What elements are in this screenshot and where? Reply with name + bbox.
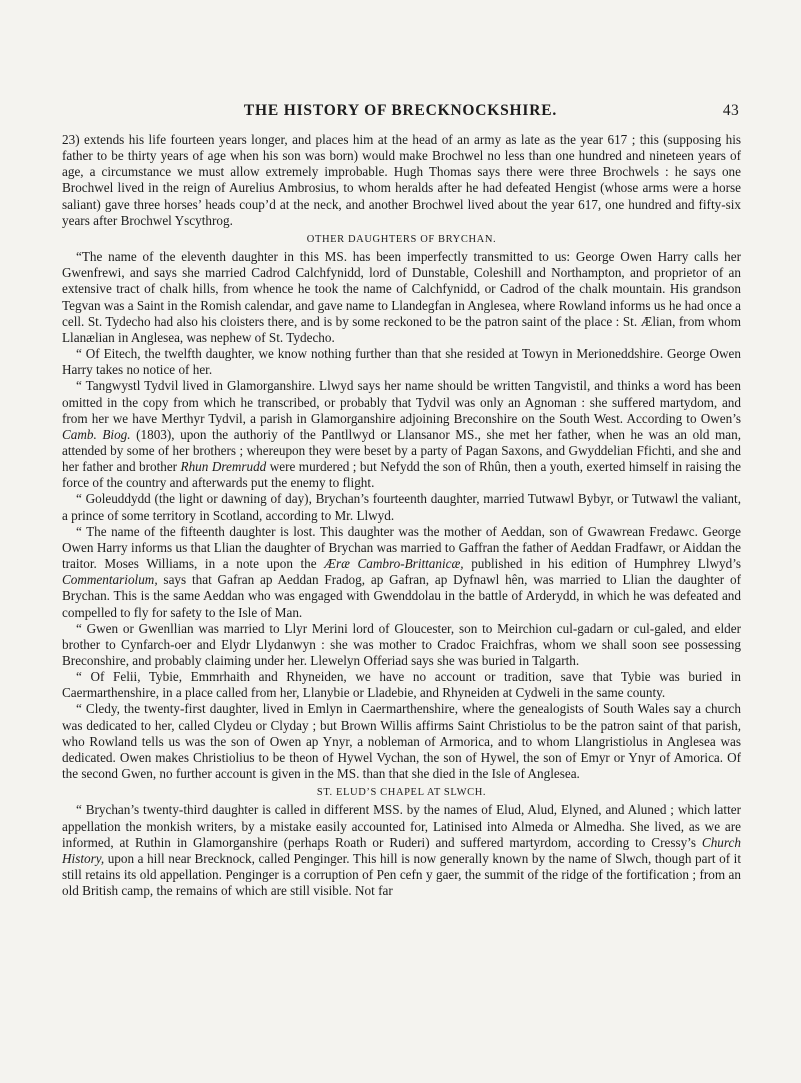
citation-camb-biog: Camb. Biog. [62, 426, 131, 442]
paragraph-6-part-b: published in his edition of Humphrey Llwyd’s [463, 556, 742, 572]
paragraph-10-part-b: upon a hill near Brecknock, called Penginger. This hill is now generally known by the name of Slwch, though part of it still retains its old appellation. Penginger is a corruption of Pen cefn y gaer, the summit of the ridge of the fortification ; from an old British camp, the remains of which are still visible. Not far [62, 850, 741, 899]
paragraph-6-part-c: says that Gafran ap Aeddan Fradog, ap Gafran, ap Dyfnawl hên, was married to Llian the daughter of Brychan. This is the same Aeddan who was engaged with Gwenddolau in the battle of Arderydd, in which he was defeated and compelled to fly for safety to the Isle of Man. [62, 572, 741, 620]
paragraph-4 [62, 378, 741, 491]
paragraph-3: “ Of Eitech, the twelfth daughter, we know nothing further than that she resided at Towyn in Merioneddshire. George Owen Harry takes no notice of her. [62, 346, 741, 378]
citation-church-history: Church History, [62, 834, 741, 866]
citation-commentariolum: Commentariolum, [62, 572, 158, 588]
paragraph-9: “ Cledy, the twenty-first daughter, lived in Emlyn in Caermarthenshire, where the genealogists of South Wales say a church was dedicated to her, called Clydeu or Clyday ; but Brown Willis affirms Saint Christiolus to be the patron saint of that parish, who Rowland tells us was the son of Owen ap Ynyr, a nobleman of Armorica, and to whom Llangristiolus in Anglesea was dedicated. Owen makes Christiolius to be theon of Hywel Vychan, the son of Hywel, the son of Emyr or Ynyr of Amorica. Of the second Gwen, no further account is given in the MS. than that she died in the Isle of Anglesea. [62, 701, 741, 782]
section-heading-other-daughters: OTHER DAUGHTERS OF BRYCHAN. [306, 233, 497, 245]
paragraph-7: “ Gwen or Gwenllian was married to Llyr Merini lord of Gloucester, son to Meirchion cul-gadarn or cul-galed, and elder brother to Cynfarch-oer and Elydr Llydanwyn : she was mother to Cradoc Fraichfras, whom we shall soon see possessing Breconshire, and probably claiming under her. Llewelyn Offeriad says she was buried in Talgarth. [62, 620, 741, 668]
paragraph-6-part-a: “ The name of the fifteenth daughter is lost. This daughter was the mother of Aeddan, son of Gwawrean Fredawc. George Owen Harry informs us that Llian the daughter of Brychan was married to Gaffran the father of Aeddan Fradfawr, or Aiddan the traitor. Moses Williams, in a note upon the [62, 523, 741, 572]
page-number: 43 [722, 102, 739, 119]
citation-aerae: Æræ Cambro-Brittanicæ, [324, 556, 464, 572]
page-body [62, 132, 741, 899]
paragraph-8: “ Of Felii, Tybie, Emmrhaith and Rhyneiden, we have no account or tradition, save that Tybie was buried in Caermarthenshire, in a place called from her, Llanybie or Lladebie, and Rhyneiden at Cydweli in the same county. [62, 669, 741, 701]
paragraph-4-part-c: were murdered ; but Nefydd the son of Rhûn, then a youth, exerted himself in raising the force of the country and afterwards put the enemy to flight. [62, 459, 741, 491]
running-head [62, 102, 739, 124]
page-title: THE HISTORY OF BRECKNOCKSHIRE. [243, 102, 558, 119]
section-heading-st-eluds-chapel: ST. ELUD’S CHAPEL AT SLWCH. [316, 787, 487, 799]
name-rhun-dremrudd: Rhun Dremrudd [180, 459, 267, 475]
paragraph-2: “The name of the eleventh daughter in this MS. has been imperfectly transmitted to us: George Owen Harry calls her Gwenfrewi, and says she married Cadrod Calchfynidd, lord of Dunstable, Coleshill and Northampton, and proprietor of an extensive tract of chalk hills, from whence he took the name of Calchfynidd, or Cadrod of the chalk mountain. His grandson Tegvan was a Saint in the Romish calendar, and gave name to Llandegfan in Anglesea, where Rowland informs us he had once a cell. St. Tydecho had also his cloisters there, and is by some reckoned to be the patron saint of the place : St. Ælian, from whom Llanælian in Anglesea, was nephew of St. Tydecho. [62, 249, 741, 345]
paragraph-1: 23) extends his life fourteen years longer, and places him at the head of an army as late as the year 617 ; this (supposing his father to be thirty years of age when his son was born) would make Brochwel no less than one hundred and nineteen years of age, a circumstance we must allow extremely improbable. Hugh Thomas says there were three Brochwels : he says one Brochwel lived in the reign of Aurelius Ambrosius, to whom heralds after he had defeated Hengist (whose arms were a horse saliant) gave three horses’ heads coup’d at the neck, and another Brochwel lived about the year 617, one hundred and fifty-six years after Brochwel Yscythrog. [62, 132, 741, 228]
paragraph-4-part-a: “ Tangwystl Tydvil lived in Glamorganshire. Llwyd says her name should be written Tangvistil, and thinks a word has been omitted in the copy from which he transcribed, or probably that Tydvil was only an Agnoman : she suffered martydom, and from her we have Merthyr Tydvil, a parish in Glamorganshire adjoining Breconshire on the South West. According to Owen’s [62, 378, 741, 426]
paragraph-10-part-a: “ Brychan’s twenty-third daughter is called in different MSS. by the names of Elud, Alud, Elyned, and Aluned ; which latter appellation the monkish writers, by a mistake easily accounted for, Latinised into Almeda or Almedha. She lived, as we are informed, at Ruthin in Glamorganshire (perhaps Roath or Ruderi) and suffered martyrdom, according to Cressy’s [62, 802, 741, 850]
paragraph-6 [62, 524, 741, 621]
paragraph-10 [62, 802, 741, 899]
paragraph-5: “ Goleuddydd (the light or dawning of day), Brychan’s fourteenth daughter, married Tutwawl Bybyr, or Tutwawl the valiant, a prince of some territory in Scotland, according to Mr. Llwyd. [62, 491, 741, 523]
paragraph-4-part-b: (1803), upon the authoriy of the Pantllwyd or Llansanor MS., she met her father, when he was an old man, attended by some of her brothers ; whereupon they were beset by a party of Pagan Saxons, and Gwyddelian Ffichti, and she and her father and brother [62, 426, 741, 475]
